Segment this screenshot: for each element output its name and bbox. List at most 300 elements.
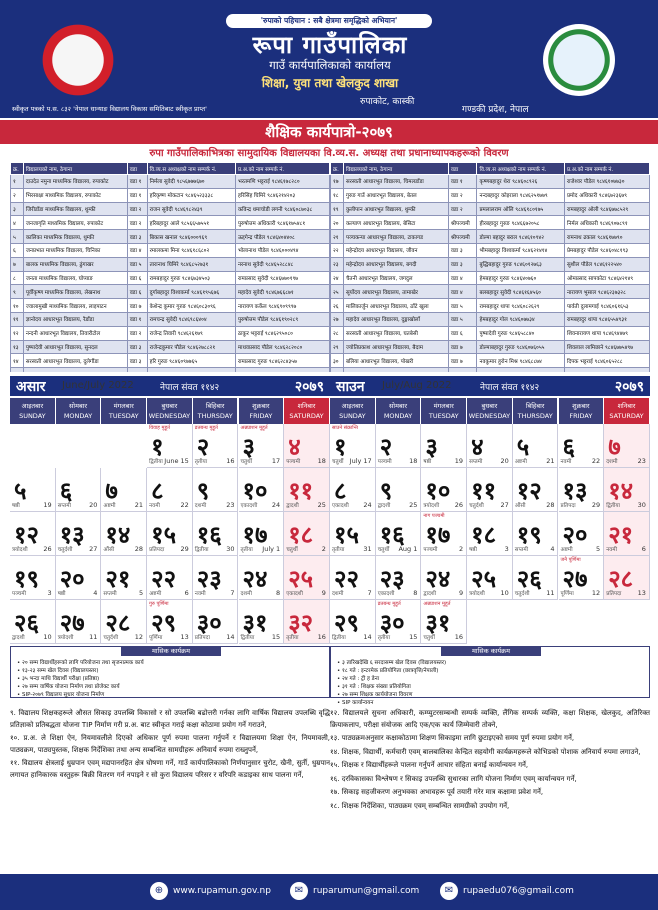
english-date: 14 xyxy=(226,633,235,641)
table-cell: २ xyxy=(11,188,24,202)
table-header: क्र. xyxy=(331,163,344,175)
weekday-header xyxy=(10,398,56,424)
table-cell: वडा ४ xyxy=(448,271,477,285)
date-cell xyxy=(239,600,285,644)
nepal-samvat: नेपाल संवत ११४२ xyxy=(160,383,220,393)
table-cell: मालिकार्जुन आधारभूत विद्यालय, ठाँटे खुला xyxy=(343,299,448,313)
table-cell: भीमबहादुर विश्वकर्मा ९८४६२१४१४ xyxy=(477,243,565,257)
table-cell: वडा २ xyxy=(127,216,147,230)
english-date: June 15 xyxy=(164,457,189,465)
english-date: 21 xyxy=(546,457,555,465)
english-date: 15 xyxy=(271,633,281,641)
weekday-header xyxy=(284,398,330,424)
table-cell: रमालकमा मिना ९८४६१८६८०२ xyxy=(147,243,235,257)
date-note: साउने संक्रान्ति xyxy=(332,425,358,431)
slogan: 'रुपाको पहिचान : सबै क्षेत्रमा समृद्धिको अभियान' xyxy=(226,14,432,28)
table-row xyxy=(331,202,650,216)
date-number: १८ xyxy=(471,521,497,549)
table-cell: हरिबहादुर आले ९८५६६५७५५१ xyxy=(147,216,235,230)
date-note: अन्नप्राशन मुहूर्त xyxy=(423,601,451,607)
table-cell: राजेन्द्र तिवारी ९८४६२६१७९ xyxy=(147,326,235,340)
table-cell xyxy=(477,368,565,372)
table-cell: महादेव सुवेदी ९८४६७६६८७१ xyxy=(235,285,329,299)
table-cell: डोल्मा बहादुर बराल ९८४६१०९४२ xyxy=(477,230,565,244)
header xyxy=(0,0,658,118)
table-cell xyxy=(127,368,147,372)
table-cell: रामबहादुर थापा ९८४६५५४९३१ xyxy=(564,312,649,326)
tithi: पञ्चमी xyxy=(286,459,301,465)
weekday-english: THURSDAY xyxy=(517,412,553,420)
table-row xyxy=(11,175,330,189)
location: रुपाकोट, कास्की xyxy=(360,97,415,107)
guideline-item: ११. विद्यालय क्षेत्रलाई धुम्रपान एवम् मद्यपानरहित क्षेत्र घोषणा गर्ने, गाउँ कार्यपालिकाको निर्णयानुसार चुरोट, खैनी, सुर्ती, धुम्रपान लगायत हानिकारक वस्तुहरू बिक्री वितरण गर्न नपाइने र सो कुरा विद्यालय परिसर र वरिपरि कडाइका साथ पालना गर्ने, xyxy=(10,759,330,779)
table-cell: भरतमणि भट्टराई ९८४६१७८२८० xyxy=(235,175,329,189)
table-cell: १ xyxy=(11,175,24,189)
date-number: ४ xyxy=(471,433,484,461)
weekday-english: WEDNESDAY xyxy=(148,412,191,420)
table-row xyxy=(11,202,330,216)
date-cell xyxy=(330,512,376,556)
table-cell: २२ xyxy=(331,243,344,257)
weekday-header xyxy=(604,398,650,424)
table-cell: १३ xyxy=(11,340,24,354)
english-date: 20 xyxy=(500,457,509,465)
guidelines-left xyxy=(10,708,330,783)
table-cell: राजेन्द्रकुमार पौडेल ९८४६२७८८२१ xyxy=(147,340,235,354)
tithi: दशमी xyxy=(332,591,344,597)
table-cell: नवकुमार हुरोन मिश्र ९८४६८८७४ xyxy=(477,354,565,368)
tithi: चतुर्थी xyxy=(332,459,344,465)
table-cell: दिपक भट्टराई ९८४६०६५२८८ xyxy=(564,354,649,368)
table-cell: ११ xyxy=(11,312,24,326)
date-cell xyxy=(239,424,285,468)
nepal-emblem-icon xyxy=(38,20,118,100)
english-date: 18 xyxy=(317,457,326,465)
english-date: 16 xyxy=(226,457,235,465)
table-cell: दुर्गाबहादुर विश्वकर्मा ९८४६१९५६७६ xyxy=(147,285,235,299)
date-cell xyxy=(330,600,376,644)
english-date: 19 xyxy=(454,457,464,465)
english-date: 8 xyxy=(413,589,418,597)
province: गण्डकी प्रदेश, नेपाल xyxy=(462,105,529,115)
table-subtitle: रुपा गाउँपालिकाभित्रका सामुदायिक विद्यालयका वि.व्य.स. अध्यक्ष तथा प्रधानाध्यापकहरूको विवरण xyxy=(149,148,509,159)
table-cell: निर्मल अधिकारी ९८४६९०७८९१ xyxy=(564,216,649,230)
english-date: 14 xyxy=(363,633,372,641)
date-number: २ xyxy=(379,433,393,461)
email-link-2[interactable] xyxy=(440,882,574,900)
english-date: 27 xyxy=(89,545,98,553)
date-cell xyxy=(513,468,559,512)
date-cell xyxy=(147,600,193,644)
certificate-note: स्वीकृत पत्रको प.स. ८३२ 'नेपाल धान्याङ विद्यालय विकास समितिबाट स्वीकृत प्राप्त' xyxy=(12,105,207,113)
english-date: 13 xyxy=(637,589,646,597)
weekday-english: MONDAY xyxy=(63,412,93,420)
tithi: तृतीया xyxy=(286,635,299,641)
table-cell: बालक माध्यमिक विद्यालय, ढुंगाखर xyxy=(23,257,127,271)
table-cell: १४ xyxy=(11,354,24,368)
table-row xyxy=(331,326,650,340)
date-cell xyxy=(604,468,650,512)
tithi: एकादशी xyxy=(377,591,395,597)
tithi: द्वादशी xyxy=(286,503,299,509)
table-cell: कल्याण आधारभूत विद्यालय, बेसिटा xyxy=(343,216,448,230)
table-row xyxy=(331,230,650,244)
month-header-saun xyxy=(330,376,650,396)
table-row xyxy=(331,368,650,372)
date-cell xyxy=(193,556,239,600)
date-cell xyxy=(513,424,559,468)
date-number: २७ xyxy=(59,609,85,637)
tithi: चतुर्दशी xyxy=(57,547,73,553)
table-cell: वडा ७ xyxy=(127,299,147,313)
english-date: 17 xyxy=(271,457,281,465)
date-cell xyxy=(559,468,605,512)
date-cell xyxy=(376,512,422,556)
date-cell xyxy=(559,556,605,600)
date-cell xyxy=(604,556,650,600)
table-cell: हीरबहादुर गुरुङ ९८४६६७२०५८ xyxy=(477,216,565,230)
date-number: २१ xyxy=(608,521,634,549)
table-cell: प्रमलालराम ओलि ९८४६१८०१७५ xyxy=(477,202,565,216)
date-number: ३१ xyxy=(425,609,451,637)
table-header: क्र. xyxy=(11,163,24,175)
date-cell xyxy=(421,600,467,644)
guideline-item: १५. शिक्षक र विद्यार्थीहरूले पालना गर्नुपर्ने आचार संहिता बनाई कार्यान्वयन गर्ने, xyxy=(330,761,529,769)
tithi: पञ्चमी xyxy=(423,547,438,553)
table-row xyxy=(11,188,330,202)
table-cell: तारानाथ घिमिरे ९८४६८५२७३१ xyxy=(147,257,235,271)
table-cell: वडा ३ xyxy=(127,354,147,368)
guidelines-right xyxy=(330,708,650,814)
english-date: 30 xyxy=(637,501,646,509)
english-date: 6 xyxy=(641,545,646,553)
date-number: १७ xyxy=(242,521,268,549)
table-cell: ज्योतिप्रकाश आधारभूत विद्यालय, बैदाम xyxy=(343,340,448,354)
date-cell xyxy=(421,424,467,468)
date-number: १२ xyxy=(14,521,39,549)
date-number: २५ xyxy=(288,565,314,593)
table-cell: बिकास खनाल ९८४६०००९६९ xyxy=(147,230,235,244)
table-cell: ४ xyxy=(11,216,24,230)
table-cell: पुष्पादेवी आधारभूत विद्यालय, सुनदल xyxy=(23,340,127,354)
tithi: षष्ठी xyxy=(57,591,66,597)
english-date: 9 xyxy=(321,589,326,597)
table-row xyxy=(331,354,650,368)
event-item: • २७ सम्म शिक्षक कार्ययोजना विवरण xyxy=(337,692,413,698)
table-cell: हेमबहादुर गुरुङ ९८४६४०७६० xyxy=(477,271,565,285)
table-cell: सूर्योदय आधारभूत विद्यालय, तामाखेर xyxy=(343,285,448,299)
table-cell: वडा ३ xyxy=(127,230,147,244)
month-year: २०७९ xyxy=(614,379,644,395)
month-english: July/Aug 2022 xyxy=(382,380,452,391)
tithi: तृतीया xyxy=(332,547,345,553)
date-number: २८ xyxy=(105,609,131,637)
table-cell: ज्ञानोदय आधारभूत विद्यालय, रैडाँडा xyxy=(23,312,127,326)
weekday-nepali: सोमबार xyxy=(69,402,88,410)
english-date: 26 xyxy=(43,545,52,553)
tithi: चतुर्थी xyxy=(286,547,298,553)
english-date: 3 xyxy=(47,589,52,597)
date-number: १ xyxy=(334,433,347,461)
date-cell xyxy=(193,512,239,556)
branch-name: शिक्षा, युवा तथा खेलकुद शाखा xyxy=(261,76,399,90)
date-cell xyxy=(559,424,605,468)
table-cell: २० xyxy=(331,216,344,230)
table-row xyxy=(331,175,650,189)
date-cell xyxy=(284,556,330,600)
date-number: २ xyxy=(196,433,210,461)
english-date: 16 xyxy=(454,633,464,641)
tithi: नवमी xyxy=(194,591,206,597)
table-cell: ९ xyxy=(11,285,24,299)
date-cell xyxy=(239,556,285,600)
table-cell: वडा ७ xyxy=(448,354,477,368)
date-cell xyxy=(239,512,285,556)
table-cell: महादेव आधारभूत विद्यालय, दुङ्गाखोलाँ xyxy=(343,312,448,326)
date-cell xyxy=(193,424,239,468)
email-icon: ✉ xyxy=(290,882,308,900)
date-number: २९ xyxy=(151,609,177,637)
table-row xyxy=(331,312,650,326)
table-cell: नरनाथ सुवेदी ९८४६५२८८४८ xyxy=(235,257,329,271)
events-saun xyxy=(330,646,650,706)
table-cell xyxy=(448,368,477,372)
english-date: 18 xyxy=(409,457,418,465)
table-cell: वडा ६ xyxy=(127,285,147,299)
table-cell: १२ xyxy=(11,326,24,340)
table-cell: निर्मला सुवेदी ९८५६७७७६७० xyxy=(147,175,235,189)
table-header: वि.व्य.स अध्यक्षको नाम सम्पर्क नं. xyxy=(477,163,565,175)
table-cell: १७ xyxy=(331,175,344,189)
tithi: तृतीया xyxy=(377,635,390,641)
date-number: १९ xyxy=(14,565,39,593)
office-name: गाउँ कार्यपालिकाको कार्यालय xyxy=(269,58,391,72)
tithi: षष्ठी xyxy=(12,503,20,509)
table-cell: नन्दबहादुर कोइराला ९८४६२५१७७९ xyxy=(477,188,565,202)
nepal-samvat: नेपाल संवत ११४२ xyxy=(480,383,540,393)
tithi: प्रतिपदा xyxy=(560,503,576,509)
email-text: rupaedu076@gmail.com xyxy=(463,886,574,896)
weekday-english: TUESDAY xyxy=(428,412,459,420)
table-cell: बलिया आधारभूत विद्यालय, पोखरी xyxy=(343,354,448,368)
date-cell xyxy=(284,424,330,468)
tithi: पञ्चमी xyxy=(12,591,27,597)
table-cell: रामबहादुर थापा ९८४६०८२६२९ xyxy=(477,299,565,313)
table-cell: पुष्पादेवी गुरुङ ९८४६५८८४० xyxy=(477,326,565,340)
date-cell xyxy=(604,512,650,556)
table-cell: वडा ४ xyxy=(127,243,147,257)
weekday-header xyxy=(101,398,147,424)
english-date: 5 xyxy=(596,545,601,553)
tithi: अष्टमी xyxy=(103,503,116,509)
table-row xyxy=(11,326,330,340)
table-row xyxy=(11,299,330,313)
english-date: 28 xyxy=(546,501,555,509)
english-date: 7 xyxy=(230,589,235,597)
english-date: 24 xyxy=(271,501,281,509)
date-cell xyxy=(330,468,376,512)
date-note: जनै पूर्णिमा xyxy=(560,557,581,563)
weekday-header xyxy=(559,398,605,424)
guideline-item: १८. शिक्षक निर्देशिका, पाठ्यक्रम एवम् सम्बन्धित सामग्रीको उपयोग गर्ने, xyxy=(330,801,510,810)
date-number: ६ xyxy=(562,433,575,461)
table-cell: शिवनारायण थापा ९८४६९४४७९ xyxy=(564,326,649,340)
english-date: 23 xyxy=(637,457,646,465)
date-cell xyxy=(421,512,467,556)
date-cell xyxy=(330,556,376,600)
weekday-nepali: मंगलबार xyxy=(433,402,454,410)
english-date: 4 xyxy=(93,589,98,597)
table-cell: वडा १ xyxy=(127,175,147,189)
table-cell: २४ xyxy=(331,271,344,285)
date-cell xyxy=(376,424,422,468)
table-cell: वडा २ xyxy=(448,202,477,216)
tithi: द्वितीया xyxy=(332,635,346,641)
date-cell xyxy=(101,556,147,600)
table-cell: ६ xyxy=(11,243,24,257)
weekday-english: SUNDAY xyxy=(339,412,366,420)
table-cell: वडा ७ xyxy=(448,340,477,354)
month-english: June/July 2022 xyxy=(62,380,134,391)
english-date: 6 xyxy=(184,589,189,597)
date-number: ३० xyxy=(379,609,405,637)
table-row xyxy=(331,271,650,285)
table-row xyxy=(11,354,330,368)
date-cell xyxy=(193,600,239,644)
table-cell: कविन्द्र धमाचोडी लगनी ९८४६०८७०३८ xyxy=(235,202,329,216)
tithi: अष्टमी xyxy=(149,591,162,597)
tithi: चतुर्थी xyxy=(240,459,253,465)
weekday-english: THURSDAY xyxy=(197,412,233,420)
tithi: द्वादशी xyxy=(377,503,391,509)
event-item: • २७ सम्म वार्षिक योजना निर्माण तथा प्रोजेक्ट कार्य xyxy=(17,684,120,690)
tithi: द्वितीया xyxy=(149,459,163,465)
date-cell xyxy=(330,424,376,468)
tithi: दशमी xyxy=(606,459,618,465)
tithi: नवमी xyxy=(560,459,572,465)
table-cell: वडा ३ xyxy=(448,243,477,257)
english-date: 5 xyxy=(138,589,144,597)
table-cell: रामप्रसाद गुरुङ ९८४६२८४३५७ xyxy=(235,354,329,368)
table-cell: वडा २ xyxy=(448,188,477,202)
tithi: षष्ठी xyxy=(469,547,477,553)
weekday-header xyxy=(147,398,193,424)
table-cell: महेन्द्रोदय आधारभूत विद्यालय, बगदी xyxy=(343,257,448,271)
english-date: 28 xyxy=(134,545,144,553)
table-cell: २१ xyxy=(331,230,344,244)
english-date: 11 xyxy=(546,589,555,597)
table-header: वडा xyxy=(448,163,477,175)
table-cell xyxy=(331,368,344,372)
table-cell: राजन सुवेदी ९८४६९८२४३९ xyxy=(147,202,235,216)
table-cell: गुरुङ गाउँ आधारभूत विद्यालय, बेतल xyxy=(343,188,448,202)
date-cell xyxy=(467,556,513,600)
table-header: विद्यालयको नाम, ठेगाना xyxy=(23,163,127,175)
date-number: ३२ xyxy=(288,609,314,637)
events-heading: मासिक कार्यक्रम xyxy=(121,646,221,656)
date-cell xyxy=(376,556,422,600)
weekday-nepali: शुक्रबार xyxy=(252,402,270,410)
table-row xyxy=(11,243,330,257)
date-cell xyxy=(284,468,330,512)
table-cell: महेन्द्रोदय आधारभूत विद्यालय, जीवन xyxy=(343,243,448,257)
table-cell: १९ xyxy=(331,202,344,216)
tithi: प्रतिपदा xyxy=(194,635,210,641)
english-date: 22 xyxy=(180,501,189,509)
email-link-1[interactable] xyxy=(290,882,419,900)
date-number: ७ xyxy=(608,433,621,461)
date-note: व्रतबन्ध मुहूर्त xyxy=(194,425,218,431)
date-number: २२ xyxy=(151,565,177,593)
month-name: असार xyxy=(16,379,46,395)
table-cell: हरिकृष्ण मोकटान ९८४६५२३३३८ xyxy=(147,188,235,202)
table-cell: वडा २ xyxy=(127,326,147,340)
table-cell: जनजागृति माध्यमिक विद्यालय, रुपाकोट xyxy=(23,216,127,230)
date-number: ८ xyxy=(334,477,347,505)
date-number: ३ xyxy=(425,433,438,461)
date-number: १७ xyxy=(425,521,451,549)
date-number: १० xyxy=(425,477,451,505)
table-cell: दाउदेउ नमुना माध्यमिक विद्यालय, रुपाकोट xyxy=(23,175,127,189)
date-cell xyxy=(513,512,559,556)
date-cell xyxy=(467,512,513,556)
school-table-left xyxy=(10,162,330,372)
table-cell: नारायण कर्केल ९८४६९०९९९७ xyxy=(235,299,329,313)
table-cell: २३ xyxy=(331,257,344,271)
weekday-nepali: बिहिबार xyxy=(205,402,225,410)
table-cell: २९ xyxy=(331,340,344,354)
date-number: १८ xyxy=(288,521,314,549)
weekday-nepali: बुधबार xyxy=(161,402,178,410)
table-cell: पार्वती दुलामगाई ९८४६०६१६५३ xyxy=(564,299,649,313)
event-item: • २४ गते : ट्री ह डेना xyxy=(337,676,380,682)
weekday-english: FRIDAY xyxy=(569,412,593,420)
date-cell xyxy=(56,512,102,556)
table-cell: वडा ४ xyxy=(448,285,477,299)
date-number: १४ xyxy=(105,521,131,549)
event-item: • १३-२३ सम्म खेल दिवस (विद्यालयस्तर) xyxy=(17,668,99,674)
table-cell: पुरुषोत्तम अधिकारी ९८४६१७५४८१ xyxy=(235,216,329,230)
table-row xyxy=(331,285,650,299)
table-cell: रामबहादुर गुरुङ ९८४६७३४५०३ xyxy=(147,271,235,285)
website-link[interactable] xyxy=(150,882,271,900)
tithi: दशमी xyxy=(194,503,207,509)
event-item: • ३ तारिखदेखि ६ सरदासम्म खेल दिवस (विद्यालयस्तर) xyxy=(337,660,447,666)
weekday-header xyxy=(193,398,239,424)
date-cell xyxy=(284,512,330,556)
table-cell: सुशील पौडेल ९८४६१२२५४० xyxy=(564,257,649,271)
weekday-english: TUESDAY xyxy=(108,412,139,420)
weekday-header xyxy=(467,398,513,424)
table-cell: बलबहादुर सुवेदी ९८४६१६४५६० xyxy=(477,285,565,299)
date-cell xyxy=(193,468,239,512)
english-date: 2 xyxy=(458,545,464,553)
tithi: द्वितीया xyxy=(240,635,255,641)
table-cell: चैतनी आधारभूत विद्यालय, जगदुल xyxy=(343,271,448,285)
table-cell: रामचन्द्र सुवेदी ९८४६९८६४०४ xyxy=(147,312,235,326)
table-cell: भोलानाथ पौडेल ९८४६०००४९४ xyxy=(235,243,329,257)
event-item: • SIP-२०७९ विद्यालय सुधार योजना निर्माण xyxy=(17,692,105,698)
table-cell: ऊद्दगेन्द्र पौडेल ९८४६४०४४०८ xyxy=(235,230,329,244)
date-cell xyxy=(513,556,559,600)
english-date: 12 xyxy=(591,589,601,597)
date-number: २८ xyxy=(608,565,634,593)
tithi: चतुर्दशी xyxy=(469,503,484,509)
table-cell: प्रेमबहादुर पौडेल ९८४६०४८१९३ xyxy=(564,243,649,257)
date-number: २० xyxy=(562,521,588,549)
english-date: 31 xyxy=(363,545,372,553)
table-cell: श्रीपञ्चमी xyxy=(448,230,477,244)
